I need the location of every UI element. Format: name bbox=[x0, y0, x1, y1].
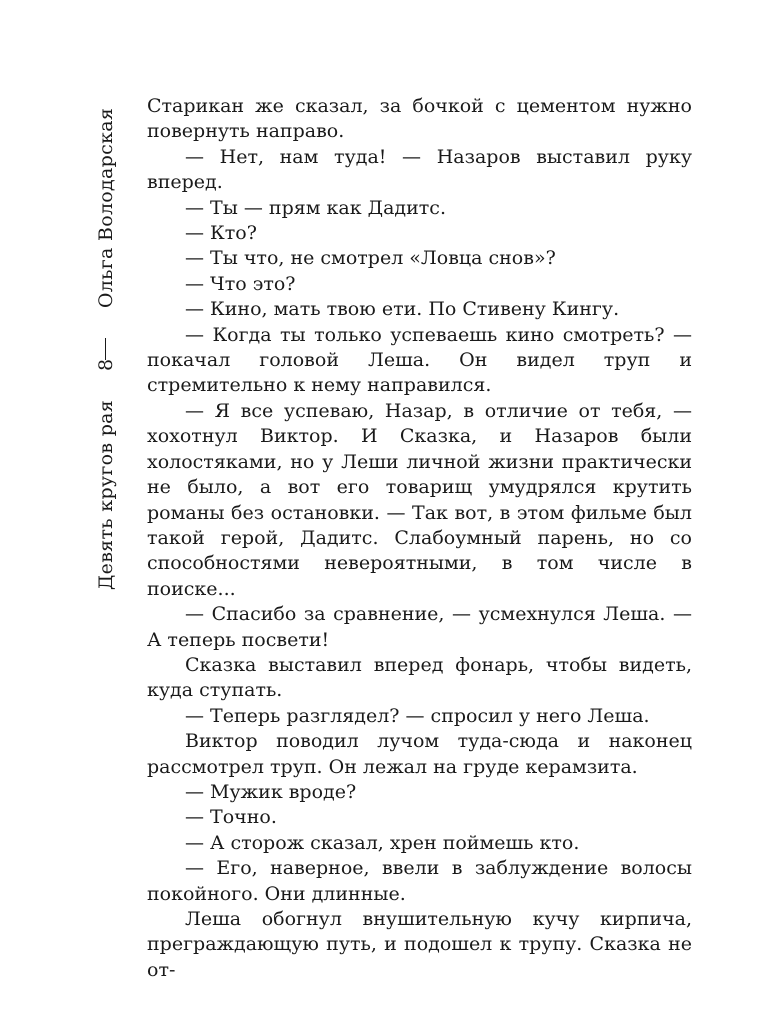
paragraph: — Когда ты только успеваешь кино смотреть? — покачал головой Леша. Он видел труп и стремительно к нему направился. bbox=[147, 323, 692, 397]
paragraph: Леша обогнул внушительную кучу кирпича, преграждающую путь, и подошел к трупу. Сказка не от- bbox=[147, 908, 692, 981]
paragraph: — Точно. bbox=[185, 806, 277, 829]
page-number: 8 bbox=[95, 358, 117, 372]
running-head-author: Ольга Володарская bbox=[95, 107, 117, 309]
paragraph: — Его, наверное, ввели в заблуждение волосы покойного. Они длинные. bbox=[147, 857, 692, 905]
paragraph: — Спасибо за сравнение, — усмехнулся Леша. — А теперь посвети! bbox=[147, 603, 692, 651]
paragraph: — Мужик вроде? bbox=[185, 780, 357, 803]
paragraph: — Ты что, не смотрел «Ловца снов»? bbox=[185, 247, 556, 270]
running-head-book-title: Девять кругов рая bbox=[95, 399, 117, 591]
paragraph: Сказка выставил вперед фонарь, чтобы видеть, куда ступать. bbox=[147, 653, 692, 702]
paragraph: — Кино, мать твою ети. По Стивену Кингу. bbox=[185, 298, 620, 321]
paragraph: — Теперь разглядел? — спросил у него Леша. bbox=[185, 704, 650, 727]
paragraph: — Нет, нам туда! — Назаров выставил руку вперед. bbox=[147, 145, 692, 194]
paragraph: Виктор поводил лучом туда-сюда и наконец рассмотрел труп. Он лежал на груде керамзита. bbox=[147, 730, 692, 778]
paragraph: — Кто? bbox=[185, 222, 257, 245]
paragraph: — Что это? bbox=[185, 272, 296, 295]
body-text bbox=[147, 94, 692, 983]
paragraph: — Я все успеваю, Назар, в отличие от тебя, — хохотнул Виктор. И Сказка, и Назаров были холостяками, но у Леши личной жизни практически не было, а вот его товарищ умудрялся крутить романы без остановки. — Так вот, в этом фильме был такой герой, Дадитс. Слабоумный парень, но со способностями невероятными, в том числе в поиске... bbox=[147, 399, 692, 600]
running-head-divider bbox=[105, 338, 106, 360]
running-head bbox=[86, 100, 126, 620]
paragraph: Старикан же сказал, за бочкой с цементом нужно повернуть направо. bbox=[147, 95, 692, 143]
paragraph: — Ты — прям как Дадитс. bbox=[185, 196, 446, 219]
paragraph: — А сторож сказал, хрен поймешь кто. bbox=[185, 831, 580, 854]
